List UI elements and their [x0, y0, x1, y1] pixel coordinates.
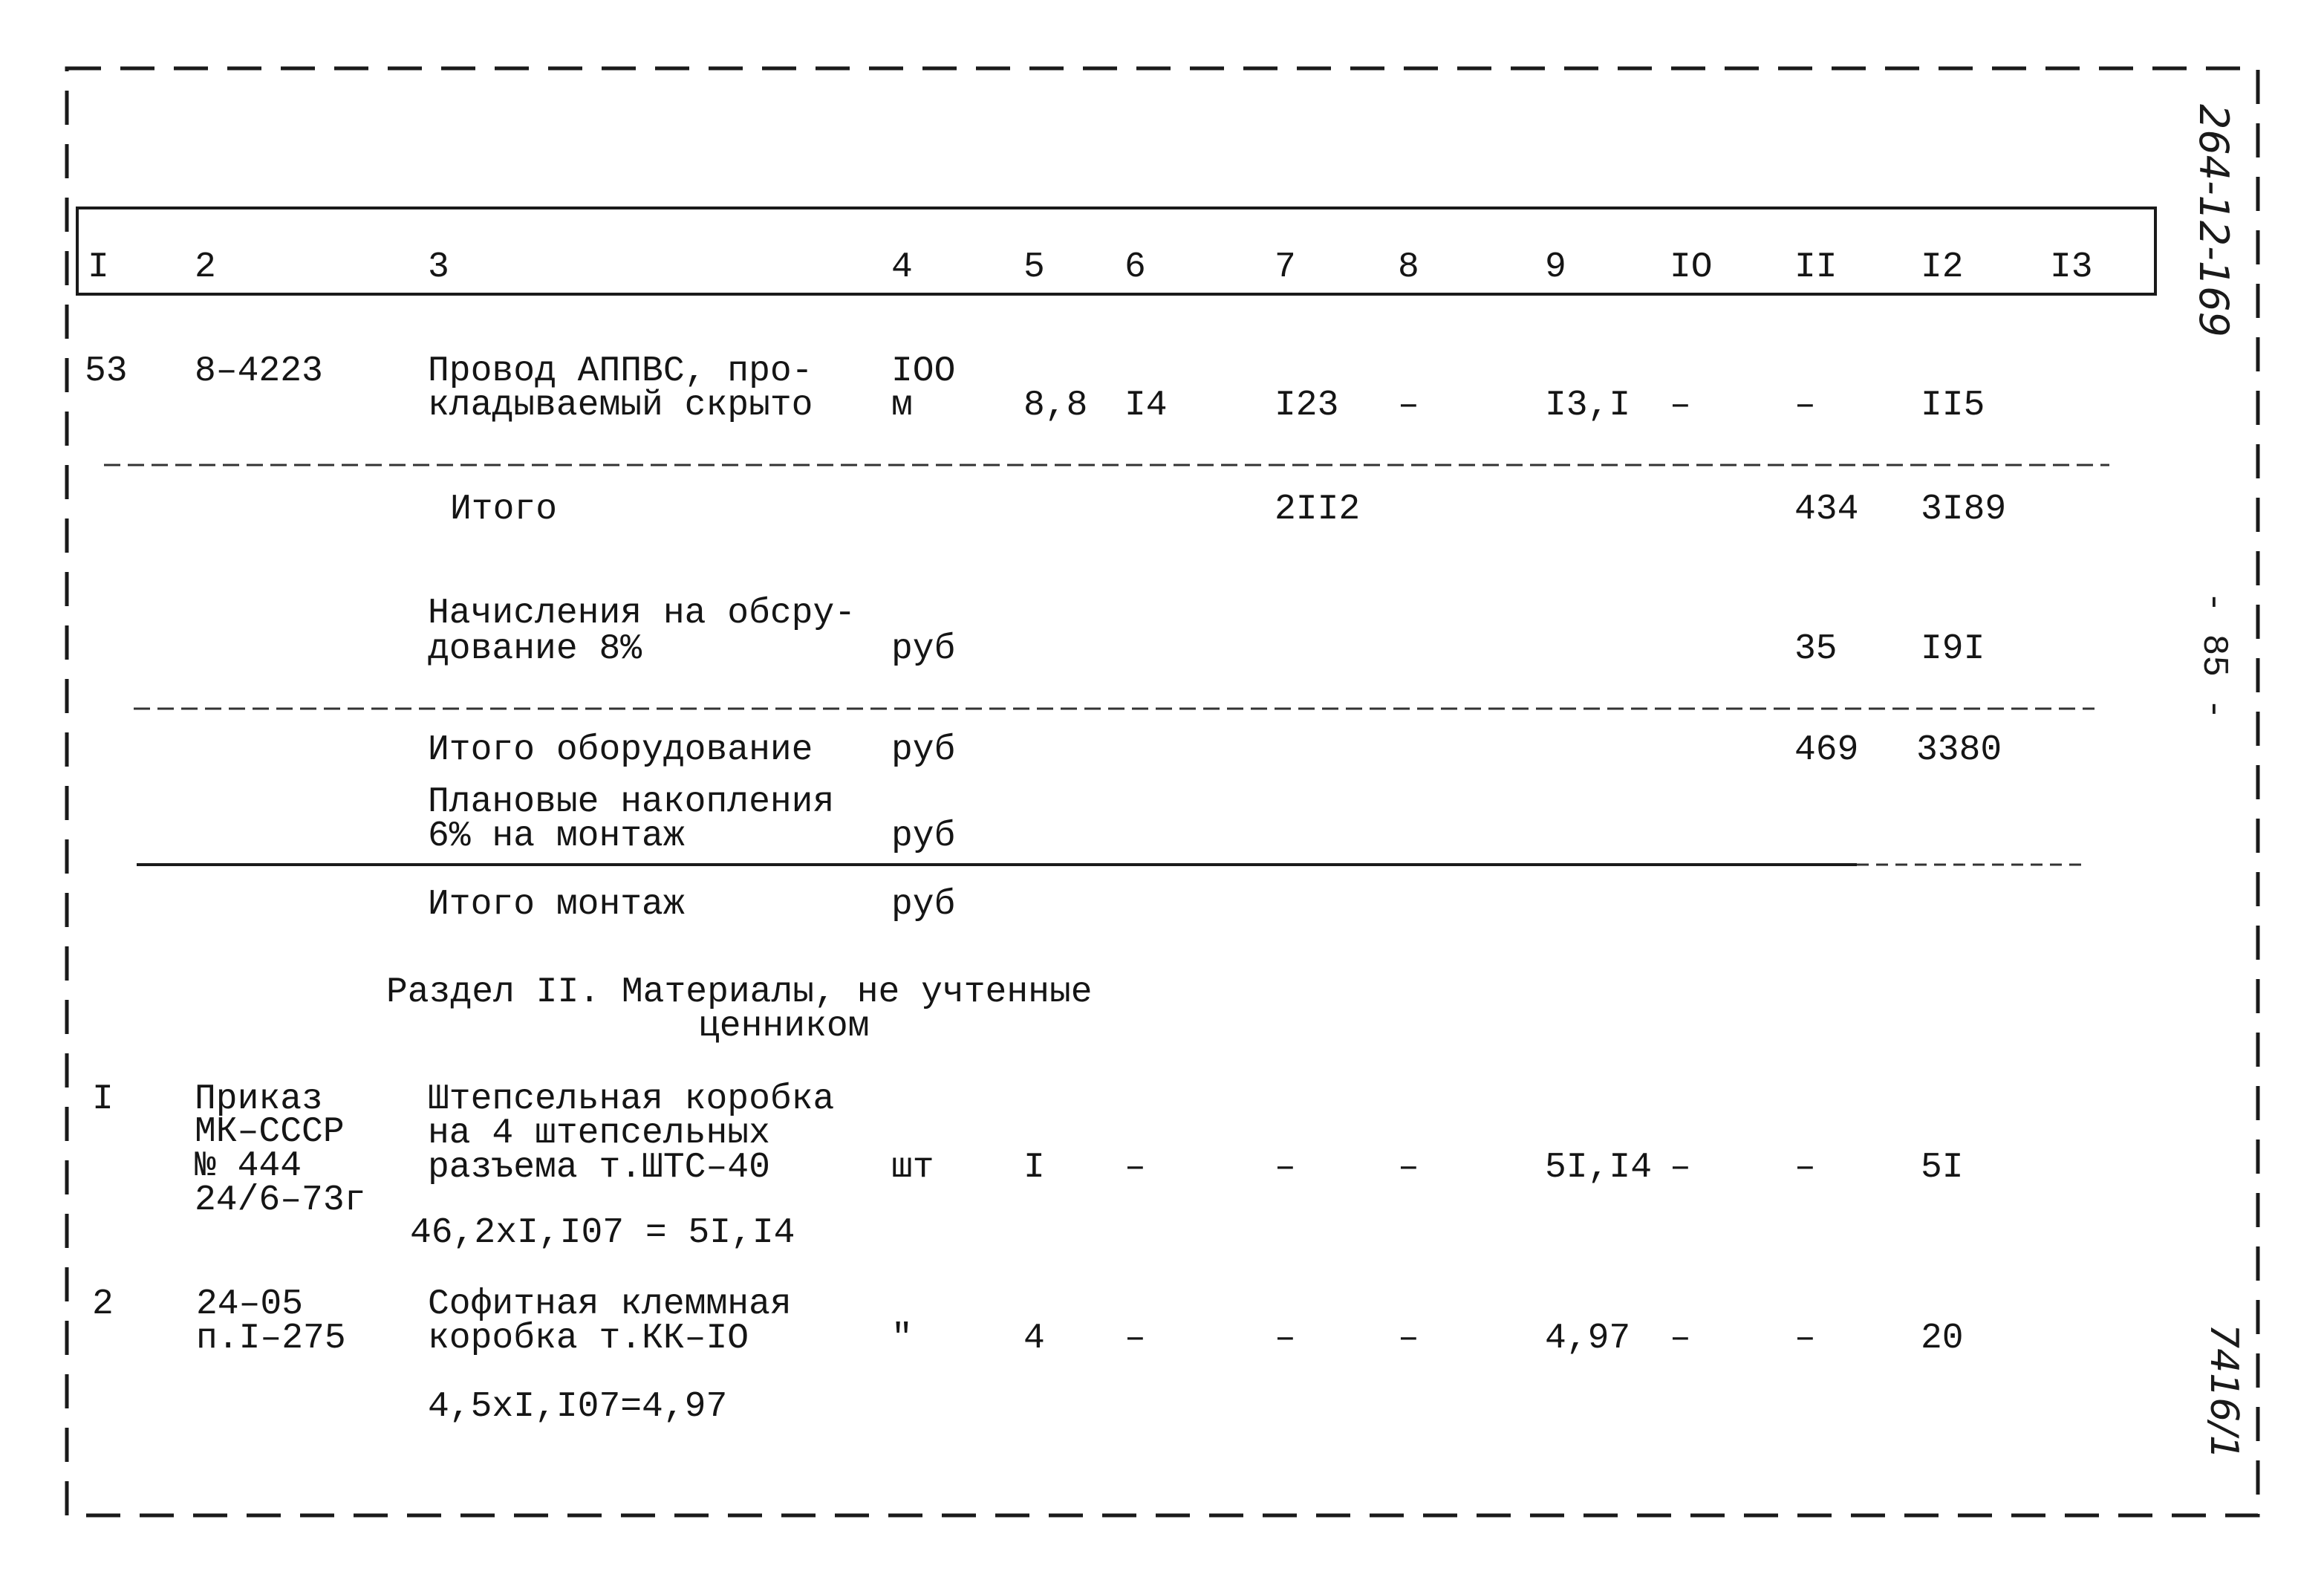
- surcharge-unit: руб: [891, 629, 956, 669]
- inventory-number: 7416/1: [2201, 1324, 2246, 1460]
- column-header-13: I3: [2050, 247, 2093, 287]
- column-header-8: 8: [1398, 247, 1419, 287]
- total-label: Итого: [450, 490, 558, 530]
- document-number: 264-12-169: [2190, 104, 2237, 337]
- total-col11: 434: [1794, 490, 1859, 530]
- row-col12: II5: [1921, 386, 1985, 426]
- row-number: I: [92, 1079, 114, 1119]
- section-title: Раздел II. Материалы, не учтенные: [386, 972, 1093, 1012]
- column-header-2: 2: [195, 247, 216, 287]
- row-unit: шт: [891, 1148, 934, 1188]
- column-header-11: II: [1794, 247, 1838, 287]
- row-col10: –: [1670, 1148, 1691, 1188]
- row-code-line-1: 24–05: [196, 1284, 304, 1324]
- row-col7: –: [1275, 1319, 1296, 1359]
- row-code-line-2: МК–СССР: [195, 1112, 345, 1152]
- column-header-7: 7: [1275, 247, 1296, 287]
- row-col10: –: [1670, 386, 1691, 426]
- row-code-line-4: 24/6–73г: [195, 1180, 366, 1220]
- section-title-continuation: ценником: [698, 1007, 870, 1047]
- row-col10: –: [1670, 1319, 1691, 1359]
- row-col6: –: [1124, 1148, 1146, 1188]
- row-unit-ditto: ": [891, 1319, 913, 1359]
- row-code-line-3: № 444: [195, 1146, 302, 1186]
- row-col11: –: [1794, 386, 1816, 426]
- column-header-5: 5: [1023, 247, 1045, 287]
- page-number: - 85 -: [2193, 591, 2233, 720]
- column-header-3: 3: [428, 247, 449, 287]
- equipment-total-col12: 3380: [1916, 730, 2002, 770]
- planned-savings-label-line-2: 6% на монтаж: [428, 816, 685, 856]
- row-col9: 4,97: [1545, 1319, 1631, 1359]
- row-name-line-3: разъема т.ШТС–40: [428, 1148, 770, 1188]
- row-col8: –: [1398, 1319, 1419, 1359]
- column-header-6: 6: [1124, 247, 1146, 287]
- row-col7: I23: [1275, 386, 1339, 426]
- column-header-9: 9: [1545, 247, 1566, 287]
- surcharge-col11: 35: [1794, 629, 1838, 669]
- installation-total-unit: руб: [891, 885, 956, 925]
- row-formula: 4,5xI,I07=4,97: [428, 1387, 728, 1427]
- row-col9: 5I,I4: [1545, 1148, 1653, 1188]
- header-row-box: [77, 208, 2155, 294]
- row-name-line-1: Штепсельная коробка: [428, 1079, 835, 1119]
- row-col9: I3,I: [1545, 386, 1631, 426]
- row-col6: –: [1124, 1319, 1146, 1359]
- row-col5: 4: [1023, 1319, 1045, 1359]
- row-col6: I4: [1124, 386, 1168, 426]
- row-name-line-1: Софитная клеммная: [428, 1284, 792, 1324]
- surcharge-col12: I9I: [1921, 629, 1985, 669]
- total-col12: 3I89: [1921, 490, 2007, 530]
- column-header-12: I2: [1921, 247, 1964, 287]
- row-number: 2: [92, 1284, 114, 1324]
- column-header-10: IO: [1670, 247, 1713, 287]
- row-col5: 8,8: [1023, 386, 1088, 426]
- total-col7: 2II2: [1275, 490, 1361, 530]
- row-name-line-1: Провод АППВС, про-: [428, 351, 813, 391]
- row-code-line-1: Приказ: [195, 1079, 323, 1119]
- equipment-total-col11: 469: [1794, 730, 1859, 770]
- row-name-line-2: на 4 штепсельных: [428, 1114, 770, 1154]
- row-number: 53: [85, 351, 128, 391]
- row-col11: –: [1794, 1319, 1816, 1359]
- row-col11: –: [1794, 1148, 1816, 1188]
- row-code: 8–4223: [195, 351, 323, 391]
- row-name-line-2: кладываемый скрыто: [428, 386, 813, 426]
- equipment-total-unit: руб: [891, 730, 956, 770]
- row-name-line-2: коробка т.КК–IO: [428, 1319, 749, 1359]
- equipment-total-label: Итого оборудование: [428, 730, 813, 770]
- row-unit-quantity: IOO: [891, 351, 956, 391]
- column-header-4: 4: [891, 247, 913, 287]
- installation-total-label: Итого монтаж: [428, 885, 685, 925]
- planned-savings-label-line-1: Плановые накопления: [428, 782, 835, 822]
- row-col7: –: [1275, 1148, 1296, 1188]
- row-code-line-2: п.I–275: [196, 1319, 346, 1359]
- surcharge-label-line-1: Начисления на обсру-: [428, 594, 856, 634]
- row-col12: 20: [1921, 1319, 1964, 1359]
- row-col8: –: [1398, 386, 1419, 426]
- row-formula: 46,2xI,I07 = 5I,I4: [410, 1213, 795, 1253]
- row-col12: 5I: [1921, 1148, 1964, 1188]
- row-unit: м: [891, 386, 913, 426]
- planned-savings-unit: руб: [891, 816, 956, 856]
- column-header-1: I: [88, 247, 109, 287]
- row-col5: I: [1023, 1148, 1045, 1188]
- surcharge-label-line-2: дование 8%: [428, 629, 642, 669]
- row-col8: –: [1398, 1148, 1419, 1188]
